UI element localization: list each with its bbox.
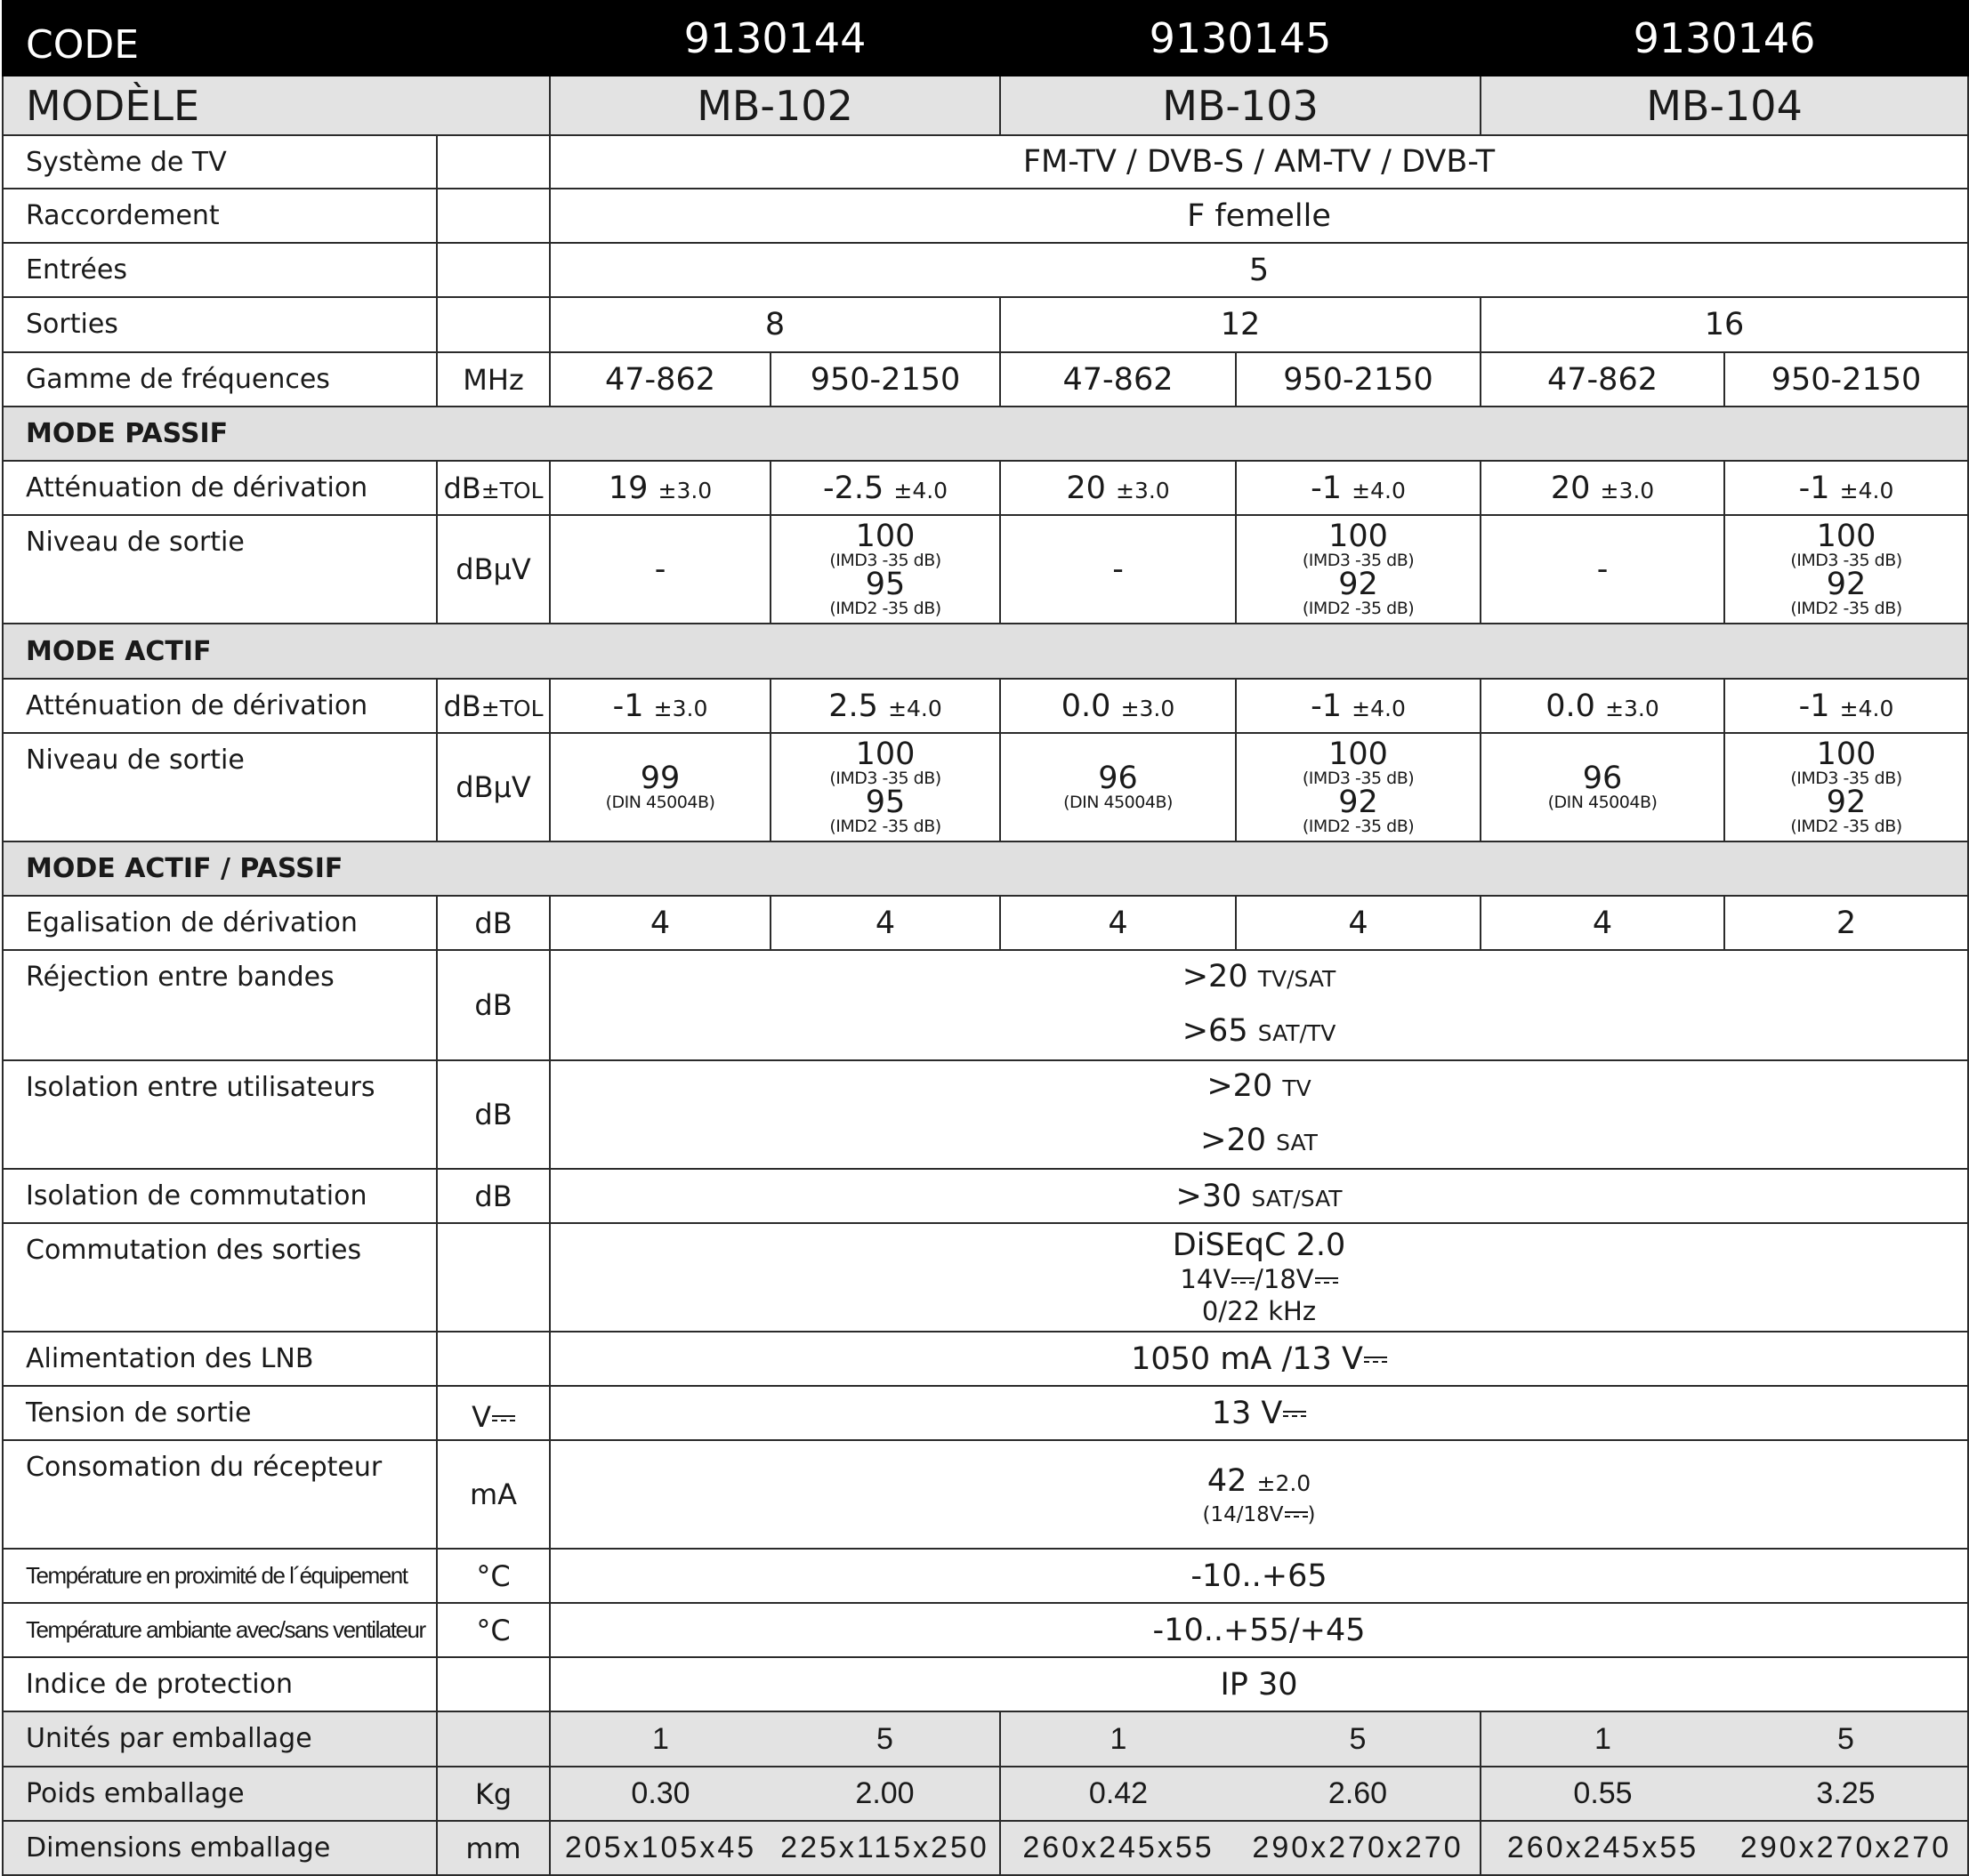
- tolerance: ±3.0: [653, 695, 708, 721]
- imd2-note: (IMD2 -35 dB): [1790, 817, 1902, 836]
- level-a: 100: [855, 737, 916, 772]
- row-label: Réjection entre bandes: [3, 950, 437, 1060]
- units-value: 1: [1481, 1711, 1724, 1767]
- note-end: ): [1307, 1502, 1316, 1526]
- dimensions-value: 260x245x55: [1481, 1821, 1724, 1875]
- unit-cell: [437, 1223, 550, 1332]
- switch-isolation-row: [3, 1169, 1968, 1223]
- value: -1: [1311, 470, 1343, 506]
- temp-equipment-row: [3, 1549, 1968, 1603]
- unit-sub: ±TOL: [480, 695, 544, 721]
- outputs-value: 8: [550, 297, 1000, 352]
- attenuation-value: [771, 461, 1000, 515]
- tv-system-row: [3, 135, 1968, 189]
- attenuation-value: [1236, 679, 1481, 733]
- imd3-note: (IMD3 -35 dB): [1790, 769, 1902, 788]
- unit-cell: [437, 135, 550, 189]
- equalization-value: 4: [550, 896, 771, 950]
- inputs-value: 5: [550, 243, 1968, 297]
- attenuation-value: [1481, 461, 1724, 515]
- level-b: 92: [1826, 567, 1867, 602]
- output-voltage-value: [550, 1386, 1968, 1440]
- value: -1: [1311, 688, 1343, 724]
- imd3-note: (IMD3 -35 dB): [829, 551, 941, 570]
- row-label: Isolation entre utilisateurs: [3, 1060, 437, 1169]
- attenuation-value: [1724, 679, 1968, 733]
- lnb-power-row: [3, 1332, 1968, 1386]
- protection-value: IP 30: [550, 1657, 1968, 1711]
- output-level-value: -: [1481, 515, 1724, 624]
- band-rejection-row: [3, 950, 1968, 1060]
- imd2-note: (IMD2 -35 dB): [1302, 599, 1415, 618]
- tolerance: ±4.0: [888, 695, 942, 721]
- active-output-level-row: [3, 733, 1968, 841]
- row-label: Température en proximité de l´équipement: [3, 1549, 437, 1603]
- model-row: [3, 76, 1968, 135]
- imd3-note: (IMD3 -35 dB): [829, 769, 941, 788]
- row-label: Alimentation des LNB: [3, 1332, 437, 1386]
- temp-ambient-row: [3, 1603, 1968, 1657]
- level-a: 100: [1328, 737, 1388, 772]
- tolerance: ±3.0: [1605, 695, 1659, 721]
- imd2-note: (IMD2 -35 dB): [1302, 817, 1415, 836]
- unit-cell: °C: [437, 1603, 550, 1657]
- level-a: 99: [640, 761, 681, 796]
- units-row: [3, 1711, 1968, 1767]
- value: 0.0: [1061, 688, 1111, 724]
- unit-cell: mA: [437, 1440, 550, 1549]
- level-b: 92: [1338, 785, 1378, 820]
- voltage-a: 14V: [1180, 1264, 1231, 1294]
- freq-value: 950-2150: [1236, 352, 1481, 407]
- unit-cell: °C: [437, 1549, 550, 1603]
- freq-value: 950-2150: [1724, 352, 1968, 407]
- connection-value: F femelle: [550, 189, 1968, 243]
- diseqc-label: DiSEqC 2.0: [1172, 1228, 1346, 1263]
- value: 2.5: [828, 688, 878, 724]
- code-label: CODE: [3, 1, 550, 76]
- lnb-power-value: [550, 1332, 1968, 1386]
- unit-cell: mm: [437, 1821, 550, 1875]
- attenuation-value: [1000, 679, 1236, 733]
- imd2-note: (IMD2 -35 dB): [829, 599, 941, 618]
- units-value: 5: [1236, 1711, 1481, 1767]
- output-level-value: [1724, 515, 1968, 624]
- freq-value: 47-862: [1000, 352, 1236, 407]
- tolerance: ±4.0: [1352, 695, 1406, 721]
- output-level-value: -: [550, 515, 771, 624]
- value: 42: [1206, 1462, 1247, 1499]
- equalization-value: 4: [1481, 896, 1724, 950]
- weight-value: 3.25: [1724, 1767, 1968, 1821]
- protection-row: [3, 1657, 1968, 1711]
- value: -2.5: [822, 470, 884, 506]
- imd3-note: (IMD3 -35 dB): [1302, 551, 1415, 570]
- row-label: Raccordement: [3, 189, 437, 243]
- value: 20: [1208, 959, 1248, 994]
- tone-label: 0/22 kHz: [1201, 1296, 1317, 1326]
- level-b: 95: [865, 785, 906, 820]
- equalization-value: 4: [771, 896, 1000, 950]
- code-row: [3, 1, 1968, 76]
- unit-cell: [437, 243, 550, 297]
- spec-table: [2, 0, 1969, 1876]
- output-level-value: [771, 515, 1000, 624]
- level-a: 100: [855, 519, 916, 554]
- tolerance: ±3.0: [1116, 477, 1170, 503]
- dimensions-value: 225x115x250: [771, 1821, 1000, 1875]
- receiver-consumption-value: [550, 1440, 1968, 1549]
- section-title: MODE PASSIF: [3, 407, 1968, 461]
- unit-cell: [437, 1711, 550, 1767]
- level-a: 100: [1328, 519, 1388, 554]
- unit-cell: dB: [437, 1060, 550, 1169]
- row-label: Indice de protection: [3, 1657, 437, 1711]
- passive-output-level-row: [3, 515, 1968, 624]
- row-label: Poids emballage: [3, 1767, 437, 1821]
- unit-cell: [437, 1386, 550, 1440]
- row-label: Système de TV: [3, 135, 437, 189]
- passive-attenuation-row: [3, 461, 1968, 515]
- tolerance: ±4.0: [1839, 695, 1894, 721]
- unit-cell: dBµV: [437, 515, 550, 624]
- output-level-value: [1481, 733, 1724, 841]
- value: -1: [1798, 470, 1830, 506]
- freq-range-row: [3, 352, 1968, 407]
- unit-main: dB: [443, 688, 481, 723]
- attenuation-value: [1724, 461, 1968, 515]
- unit-main: dB: [443, 471, 481, 505]
- din-note: (DIN 45004B): [1063, 793, 1173, 812]
- row-label: Dimensions emballage: [3, 1821, 437, 1875]
- row-label: Entrées: [3, 243, 437, 297]
- tolerance: ±3.0: [1120, 695, 1175, 721]
- unit-cell: dB: [437, 896, 550, 950]
- value-sub: TV/SAT: [1257, 966, 1336, 992]
- row-label: Unités par emballage: [3, 1711, 437, 1767]
- section-active: [3, 624, 1968, 679]
- receiver-consumption-row: [3, 1440, 1968, 1549]
- tolerance: ±3.0: [658, 477, 713, 503]
- outputs-value: 12: [1000, 297, 1481, 352]
- outputs-row: [3, 297, 1968, 352]
- value-sub: TV: [1282, 1075, 1311, 1101]
- output-voltage-row: [3, 1386, 1968, 1440]
- din-note: (DIN 45004B): [605, 793, 715, 812]
- row-label: Gamme de fréquences: [3, 352, 437, 407]
- unit-cell: [437, 1332, 550, 1386]
- switch-isolation-value: >30 SAT/SAT: [550, 1169, 1968, 1223]
- unit-cell: MHz: [437, 352, 550, 407]
- unit-cell: [437, 1657, 550, 1711]
- units-value: 5: [771, 1711, 1000, 1767]
- user-isolation-row: [3, 1060, 1968, 1169]
- value-sub: SAT: [1276, 1130, 1318, 1155]
- output-level-value: [1724, 733, 1968, 841]
- weight-value: 0.55: [1481, 1767, 1724, 1821]
- weight-value: 2.00: [771, 1767, 1000, 1821]
- value: 20: [1550, 470, 1591, 506]
- units-value: 5: [1724, 1711, 1968, 1767]
- weight-value: 0.30: [550, 1767, 771, 1821]
- unit-cell: dB: [437, 1169, 550, 1223]
- user-isolation-value: >20 TV >20 SAT: [550, 1060, 1968, 1169]
- equalization-value: 4: [1236, 896, 1481, 950]
- dc-symbol-icon: [1315, 1276, 1338, 1286]
- temp-ambient-value: -10..+55/+45: [550, 1603, 1968, 1657]
- din-note: (DIN 45004B): [1547, 793, 1658, 812]
- level-b: 92: [1826, 785, 1867, 820]
- value: 19: [608, 470, 649, 506]
- dimensions-value: 260x245x55: [1000, 1821, 1236, 1875]
- value: 20: [1226, 1123, 1266, 1158]
- tv-system-value: FM-TV / DVB-S / AM-TV / DVB-T: [550, 135, 1968, 189]
- row-label: Sorties: [3, 297, 437, 352]
- unit-cell: [437, 679, 550, 733]
- output-level-value: -: [1000, 515, 1236, 624]
- voltage-b: /18V: [1255, 1264, 1314, 1294]
- unit-cell: Kg: [437, 1767, 550, 1821]
- level-b: 92: [1338, 567, 1378, 602]
- section-title: MODE ACTIF: [3, 624, 1968, 679]
- attenuation-value: [1481, 679, 1724, 733]
- output-level-value: [771, 733, 1000, 841]
- dc-symbol-icon: [1285, 1510, 1308, 1520]
- level-b: 95: [865, 567, 906, 602]
- dimensions-value: 205x105x45: [550, 1821, 771, 1875]
- unit-cell: [437, 189, 550, 243]
- value: 0.0: [1545, 688, 1595, 724]
- level-a: 96: [1098, 761, 1138, 796]
- outputs-value: 16: [1481, 297, 1968, 352]
- attenuation-value: [1236, 461, 1481, 515]
- imd3-note: (IMD3 -35 dB): [1302, 769, 1415, 788]
- section-title: MODE ACTIF / PASSIF: [3, 841, 1968, 896]
- section-passive: [3, 407, 1968, 461]
- model-value: MB-102: [550, 76, 1000, 135]
- row-label: Tension de sortie: [3, 1386, 437, 1440]
- value: 30: [1201, 1178, 1242, 1214]
- equalization-row: [3, 896, 1968, 950]
- model-value: MB-103: [1000, 76, 1481, 135]
- imd2-note: (IMD2 -35 dB): [829, 817, 941, 836]
- weight-value: 0.42: [1000, 1767, 1236, 1821]
- unit-cell: dBµV: [437, 733, 550, 841]
- code-value: 9130145: [1000, 1, 1481, 76]
- code-value: 9130146: [1481, 1, 1968, 76]
- tolerance: ±4.0: [893, 477, 948, 503]
- row-label: Commutation des sorties: [3, 1223, 437, 1332]
- temp-equipment-value: -10..+65: [550, 1549, 1968, 1603]
- tolerance: ±2.0: [1256, 1469, 1311, 1496]
- unit-sub: ±TOL: [480, 477, 544, 503]
- units-value: 1: [550, 1711, 771, 1767]
- value: 65: [1208, 1013, 1248, 1049]
- attenuation-value: [550, 461, 771, 515]
- row-label: Niveau de sortie: [3, 515, 437, 624]
- freq-value: 47-862: [550, 352, 771, 407]
- imd3-note: (IMD3 -35 dB): [1790, 551, 1902, 570]
- unit-cell: dB: [437, 950, 550, 1060]
- note: (14/18V: [1202, 1502, 1284, 1526]
- value: 13 V: [1211, 1395, 1283, 1431]
- output-level-value: [1000, 733, 1236, 841]
- code-value: 9130144: [550, 1, 1000, 76]
- active-attenuation-row: [3, 679, 1968, 733]
- output-level-value: [550, 733, 771, 841]
- row-label: Température ambiante avec/sans ventilateur: [3, 1603, 437, 1657]
- imd2-note: (IMD2 -35 dB): [1790, 599, 1902, 618]
- output-switching-value: [550, 1223, 1968, 1332]
- dc-symbol-icon: [1231, 1276, 1255, 1286]
- dc-symbol-icon: [1364, 1355, 1387, 1365]
- output-level-value: [1236, 733, 1481, 841]
- value-sub: SAT/SAT: [1251, 1185, 1343, 1212]
- dimensions-value: 290x270x270: [1724, 1821, 1968, 1875]
- model-value: MB-104: [1481, 76, 1968, 135]
- dc-symbol-icon: [492, 1413, 515, 1424]
- unit-main: V: [472, 1400, 491, 1434]
- value: -1: [1798, 688, 1830, 724]
- output-switching-row: [3, 1223, 1968, 1332]
- dimensions-row: [3, 1821, 1968, 1875]
- units-value: 1: [1000, 1711, 1236, 1767]
- level-a: 100: [1816, 737, 1876, 772]
- level-a: 100: [1816, 519, 1876, 554]
- unit-cell: [437, 461, 550, 515]
- inputs-row: [3, 243, 1968, 297]
- model-label: MODÈLE: [3, 76, 550, 135]
- freq-value: 950-2150: [771, 352, 1000, 407]
- value: 1050 mA /13 V: [1131, 1341, 1363, 1377]
- weight-value: 2.60: [1236, 1767, 1481, 1821]
- level-a: 96: [1582, 761, 1623, 796]
- value: -1: [612, 688, 644, 724]
- band-rejection-value: >20 TV/SAT >65 SAT/TV: [550, 950, 1968, 1060]
- attenuation-value: [1000, 461, 1236, 515]
- dc-symbol-icon: [1283, 1409, 1306, 1420]
- dimensions-value: 290x270x270: [1236, 1821, 1481, 1875]
- value: 20: [1066, 470, 1106, 506]
- row-label: Atténuation de dérivation: [3, 679, 437, 733]
- attenuation-value: [550, 679, 771, 733]
- output-level-value: [1236, 515, 1481, 624]
- equalization-value: 4: [1000, 896, 1236, 950]
- freq-value: 47-862: [1481, 352, 1724, 407]
- section-both: [3, 841, 1968, 896]
- tolerance: ±4.0: [1352, 477, 1406, 503]
- connection-row: [3, 189, 1968, 243]
- tolerance: ±4.0: [1839, 477, 1894, 503]
- row-label: Egalisation de dérivation: [3, 896, 437, 950]
- tolerance: ±3.0: [1600, 477, 1655, 503]
- row-label: Consomation du récepteur: [3, 1440, 437, 1549]
- value-sub: SAT/TV: [1257, 1020, 1336, 1046]
- row-label: Atténuation de dérivation: [3, 461, 437, 515]
- value: 20: [1232, 1068, 1273, 1104]
- equalization-value: 2: [1724, 896, 1968, 950]
- row-label: Isolation de commutation: [3, 1169, 437, 1223]
- attenuation-value: [771, 679, 1000, 733]
- weight-row: [3, 1767, 1968, 1821]
- unit-cell: [437, 297, 550, 352]
- row-label: Niveau de sortie: [3, 733, 437, 841]
